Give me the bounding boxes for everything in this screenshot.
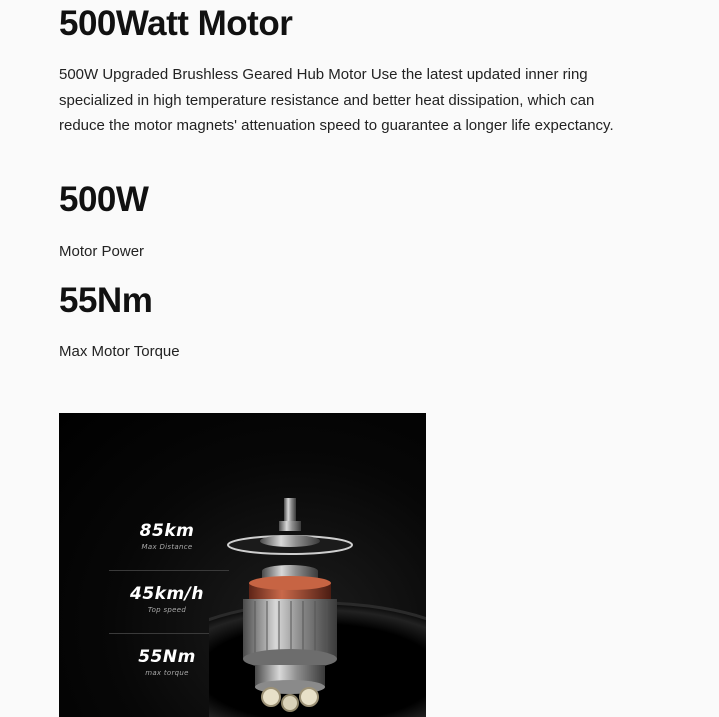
motor-torque-value: 55Nm [59, 281, 153, 320]
spec-torque-value: 55Nm [138, 647, 196, 667]
spec-speed-value: 45km/h [130, 584, 204, 604]
section-description: 500W Upgraded Brushless Geared Hub Motor Use the latest updated inner ring specialized in high temperature resistance and better heat dissipation, which can reduce the motor magnets' attenuation speed to guarantee a longer life expectancy. [59, 66, 614, 135]
motor-product-image [59, 413, 426, 717]
spec-distance-value: 85km [139, 521, 195, 541]
spec-speed-caption: Top speed [147, 606, 187, 614]
spec-torque-caption: max torque [145, 669, 189, 677]
motor-power-value: 500W [59, 180, 149, 219]
section-title: 500Watt Motor [59, 4, 293, 43]
spec-distance-caption: Max Distance [141, 543, 193, 551]
motor-power-label: Motor Power [59, 243, 145, 260]
motor-torque-label: Max Motor Torque [59, 343, 180, 360]
motor-illustration-icon [209, 483, 426, 717]
